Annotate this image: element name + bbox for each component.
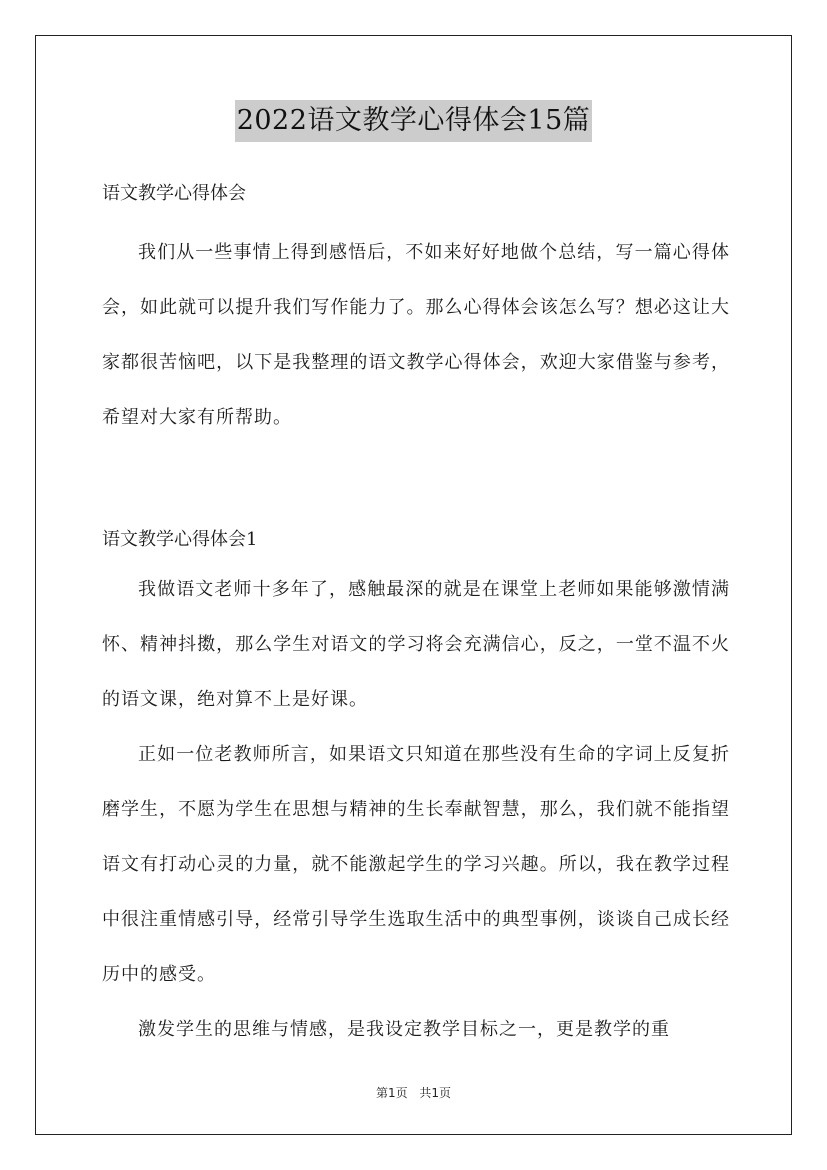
page-number-total: 共1页 [419, 1086, 452, 1100]
document-title: 2022语文教学心得体会15篇 [235, 100, 593, 142]
intro-heading: 语文教学心得体会 [102, 183, 246, 204]
body-paragraph-1: 我做语文老师十多年了，感触最深的就是在课堂上老师如果能够激情满怀、精神抖擞，那么学生对语文的学习将会充满信心，反之，一堂不温不火的语文课，绝对算不上是好课。 [102, 579, 730, 710]
title-container [0, 100, 827, 142]
body-paragraph-3: 激发学生的思维与情感，是我设定教学目标之一，更是教学的重 [138, 1019, 670, 1040]
section-heading: 语文教学心得体会1 [102, 529, 258, 550]
document-body [102, 172, 730, 1057]
page-footer [0, 1084, 827, 1101]
body-paragraph-2: 正如一位老教师所言，如果语文只知道在那些没有生命的字词上反复折磨学生，不愿为学生在思想与精神的生长奉献智慧，那么，我们就不能指望语文有打动心灵的力量，就不能激起学生的学习兴趣。所以，我在教学过程中很注重情感引导，经常引导学生选取生活中的典型事例，谈谈自己成长经历中的感受。 [102, 744, 730, 985]
intro-paragraph: 我们从一些事情上得到感悟后，不如来好好地做个总结，写一篇心得体会，如此就可以提升我们写作能力了。那么心得体会该怎么写？想必这让大家都很苦恼吧，以下是我整理的语文教学心得体会，欢迎大家借鉴与参考，希望对大家有所帮助。 [102, 242, 730, 428]
page-number-current: 第1页 [375, 1086, 408, 1100]
